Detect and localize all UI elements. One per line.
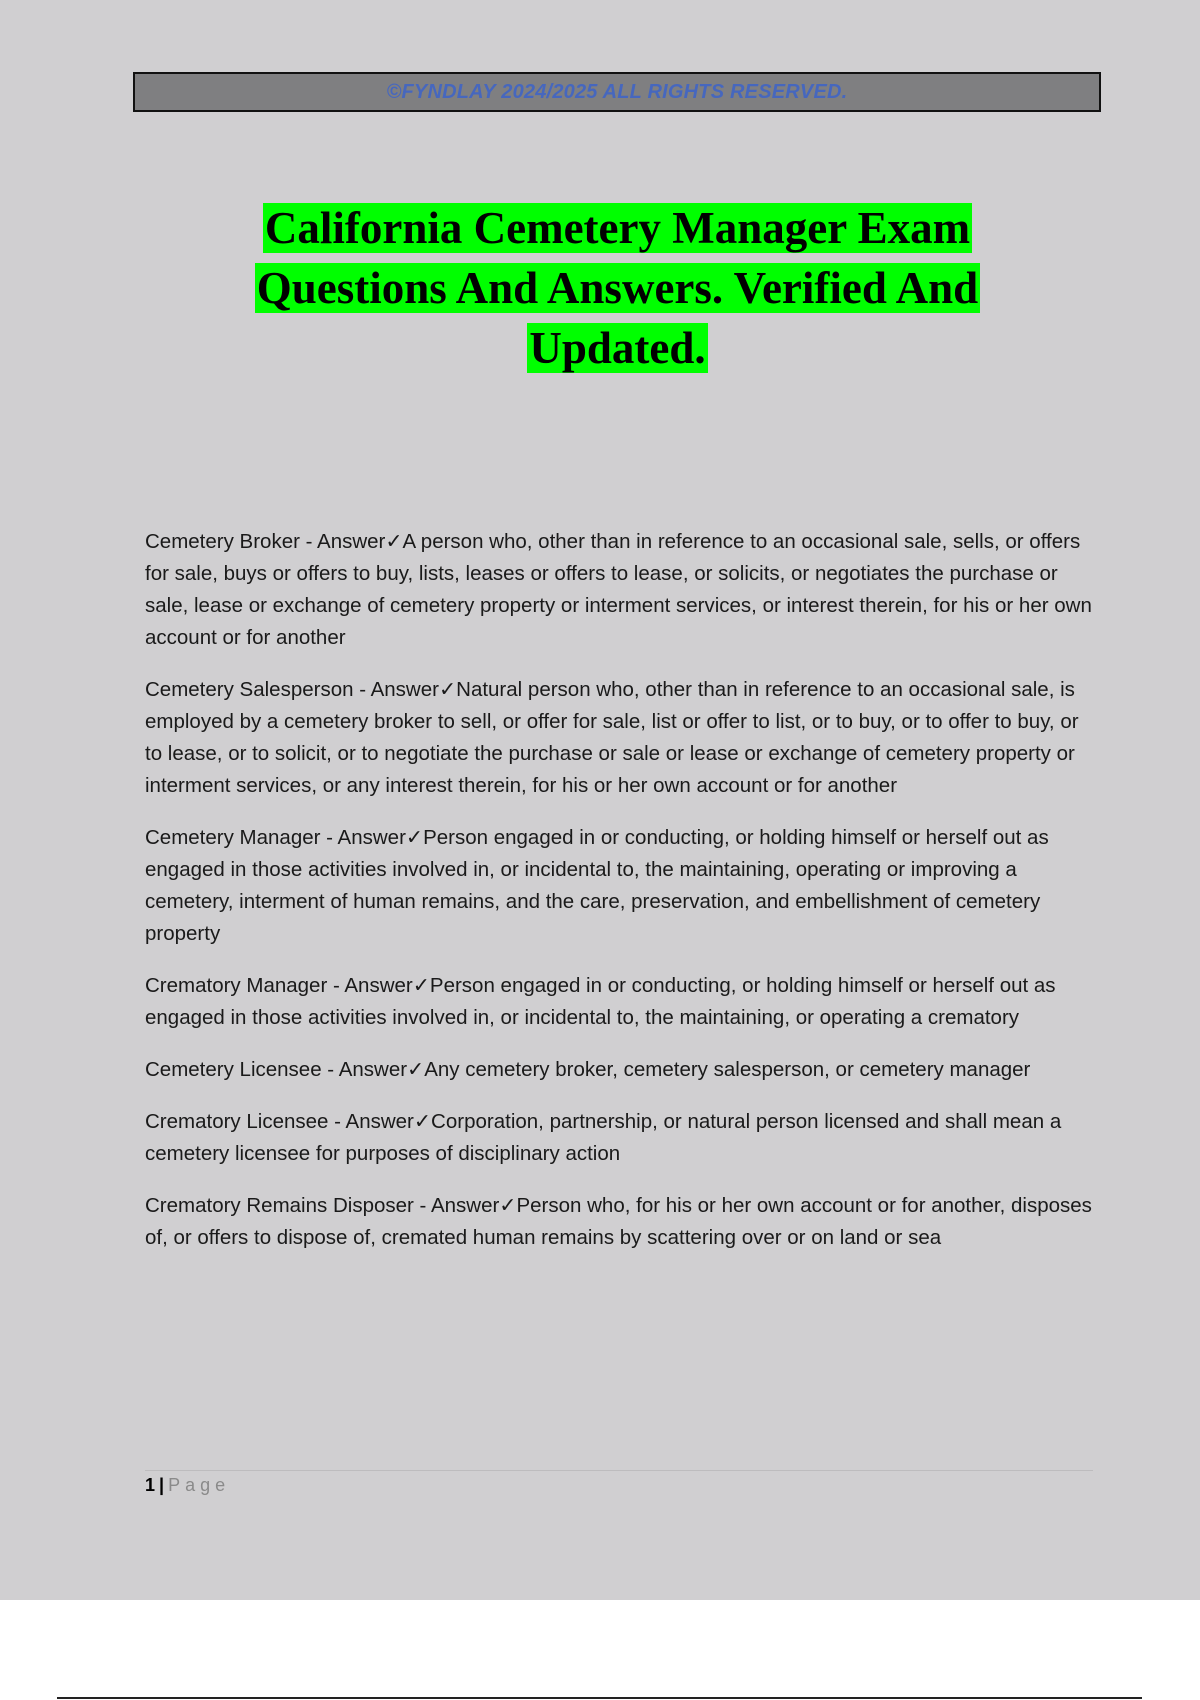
qa-entry-crematory-remains-disposer: Crematory Remains Disposer - Answer✓Person who, for his or her own account or for another, disposes of, or offers to dispose of, cremated human remains by scattering over or on land or sea: [145, 1194, 1092, 1249]
page-label: Page: [168, 1475, 231, 1495]
page-footer: [145, 1473, 230, 1497]
qa-entry-crematory-licensee: Crematory Licensee - Answer✓Corporation, partnership, or natural person licensed and shall mean a cemetery licensee for purposes of disciplinary action: [145, 1110, 1062, 1165]
footer-separator: |: [159, 1475, 165, 1495]
qa-list: [145, 526, 1095, 1274]
qa-entry-crematory-manager: Crematory Manager - Answer✓Person engaged in or conducting, or holding himself or herself out as engaged in those activities involved in, or incidental to, the maintaining, or operating a crematory: [145, 974, 1056, 1029]
title-line-2: Questions And Answers. Verified And: [256, 263, 979, 313]
page-number: 1: [145, 1475, 156, 1495]
bottom-divider: [57, 1697, 1142, 1699]
title-line-1: California Cemetery Manager Exam: [264, 203, 971, 253]
qa-entry-cemetery-manager: Cemetery Manager - Answer✓Person engaged in or conducting, or holding himself or herself out as engaged in those activities involved in, or incidental to, the maintaining, operating or improving a cemetery, interment of human remains, and the care, preservation, and embellishment of cemetery property: [145, 826, 1049, 945]
footer-divider: [145, 1470, 1093, 1471]
qa-entry-cemetery-broker: Cemetery Broker - Answer✓A person who, other than in reference to an occasional sale, sells, or offers for sale, buys or offers to buy, lists, leases or offers to lease, or solicits, or negotiates the purchase or sale, lease or exchange of cemetery property or interment services, or interest therein, for his or her own account or for another: [145, 530, 1092, 649]
copyright-header-bar: [133, 72, 1101, 112]
qa-entry-cemetery-licensee: Cemetery Licensee - Answer✓Any cemetery broker, cemetery salesperson, or cemetery manager: [145, 1058, 1031, 1081]
title-line-3: Updated.: [529, 323, 706, 373]
qa-entry-cemetery-salesperson: Cemetery Salesperson - Answer✓Natural person who, other than in reference to an occasional sale, is employed by a cemetery broker to sell, or offer for sale, list or offer to list, or to buy, or to offer to buy, or to lease, or to solicit, or to negotiate the purchase or sale or lease or exchange of cemetery property or interment services, or any interest therein, for his or her own account or for another: [145, 678, 1079, 797]
copyright-watermark: ©FYNDLAY 2024/2025 ALL RIGHTS RESERVED.: [386, 80, 848, 103]
document-title: [150, 198, 1085, 378]
